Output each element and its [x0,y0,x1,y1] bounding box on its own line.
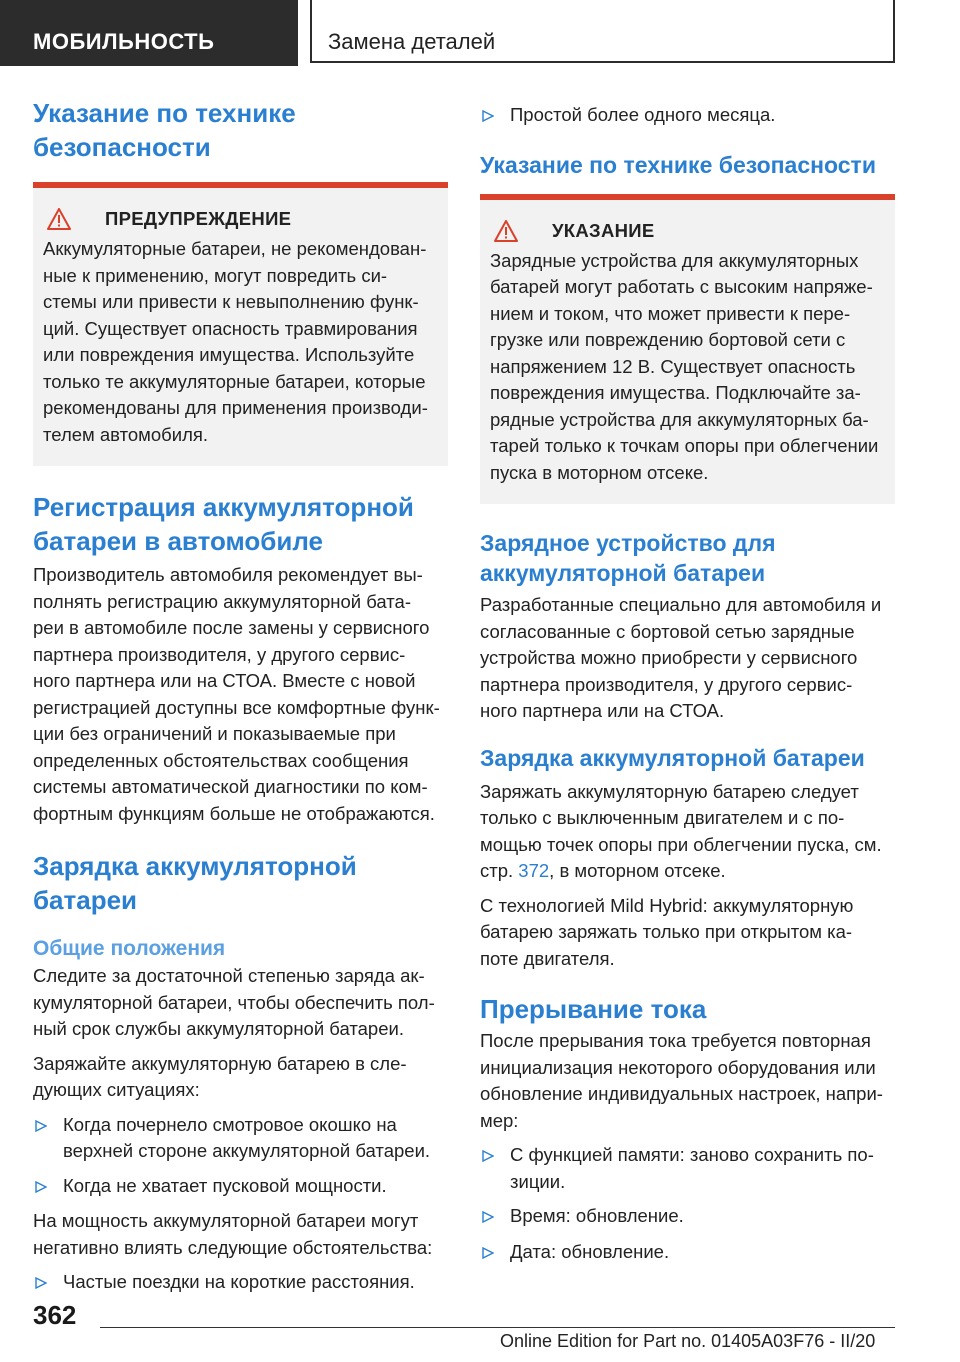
bullet-list-interrupt [480,1142,895,1266]
registration-heading: Регистрация аккумуляторной батареи в автомобиле [33,492,414,556]
charger-text: Разработанные специально для автомобиля и согласованные с бортовой сетью зарядные устройства можно приобрести у сервисного партнера производителя, у другого сервис- ного партнера или на СТОА. [480,594,882,721]
left-column [33,96,448,1297]
list-item: Дата: обновление. [480,1239,895,1267]
charging-heading-right: Зарядка аккумуляторной батареи [480,744,865,771]
bullet-list-situations [33,1112,448,1201]
page-number: 362 [33,1300,77,1330]
warning-title: ПРЕДУПРЕЖДЕНИЕ [43,208,438,230]
warning-text: Аккумуляторные батареи, не рекомендован- ные к применению, могут повредить си- стемы или привести к невыполнению функ- ций. Существует опасность травмирования или повреждения имущества. Используйте только те аккумуляторные батареи, которые рекомендованы для применения производи- телем автомобиля. [43,238,428,445]
triangle-bullet-icon [482,1247,494,1259]
safety-heading-left: Указание по технике безопасности [33,98,296,162]
general-text: Следите за достаточной степенью заряда ак- кумуляторной батареи, чтобы обеспечить пол- ный срок службы аккумуляторной батареи. [33,965,435,1039]
bullet-list-influence [33,1269,448,1297]
triangle-bullet-icon [35,1277,47,1289]
mild-hybrid-text: С технологией Mild Hybrid: аккумуляторную батарею заряжать только при открытом ка- поте двигателя. [480,894,854,969]
list-item: Когда не хватает пусковой мощности. [33,1173,448,1201]
triangle-bullet-icon [35,1120,47,1132]
triangle-bullet-icon [35,1181,47,1193]
notice-title: УКАЗАНИЕ [490,220,885,242]
charge-situations-text: Заряжайте аккумуляторную батарею в сле- дующих ситуациях: [33,1052,407,1100]
notice-text: Зарядные устройства для аккумуляторных батарей могут работать с высоким напряже- нием и током, что может привести к пере- грузке или повреждению бортовой сети с напряжением 12 В. Существует опасность повреждения имущества. Подключайте за- рядные устройства для аккумуляторных ба- тарей только к точкам опоры при облегчении пуска в моторном отсеке. [490,249,879,483]
triangle-bullet-icon [482,1211,494,1223]
interrupt-text: После прерывания тока требуется повторная инициализация некоторого оборудования или обновление индивидуальных настроек, напри- мер: [480,1030,883,1131]
warning-box [33,182,448,466]
charger-heading: Зарядное устройство для аккумуляторной батареи [480,530,776,586]
triangle-bullet-icon [482,110,494,122]
safety-heading-right: Указание по технике безопасности [480,151,876,178]
right-column [480,96,895,1266]
notice-box [480,194,895,505]
list-item: С функцией памяти: заново сохранить по- зиции. [480,1142,895,1195]
footer-divider [100,1327,895,1328]
bullet-list-top [480,102,895,130]
edition-text: Online Edition for Part no. 01405A03F76 - II/20 [500,1331,876,1351]
warning-triangle-icon [47,208,71,230]
page-header [0,0,960,66]
list-item: Частые поездки на короткие расстояния. [33,1269,448,1297]
general-heading: Общие положения [33,937,226,960]
charging-text: Заряжать аккумуляторную батарею следует только с выключенным двигателем и с по- мощью точек опоры при облегчении пуска, см. стр. 372, в моторном отсеке. [480,780,882,881]
influence-text: На мощность аккумуляторной батареи могут негативно влиять следующие обстоятельства: [33,1210,433,1258]
registration-text: Производитель автомобиля рекомендует вы- полнять регистрацию аккумуляторной бата- реи в автомобиле после замены у сервисного партнера производителя, у другого сервис- ного партнера или на СТОА. Вместе с новой регистрацией доступны все комфортные функ- ции без ограничений и показываемые при определенных обстоятельствах сообщения системы автоматической диагностики по ком- фортным функциям больше не отображаются. [33,564,440,824]
section-tab: МОБИЛЬНОСТЬ [0,0,298,66]
list-item: Время: обновление. [480,1203,895,1231]
page-ref-link[interactable]: 372 [518,860,550,881]
chapter-tab: Замена деталей [310,0,895,63]
warning-triangle-icon [494,220,518,242]
triangle-bullet-icon [482,1150,494,1162]
charging-heading-left: Зарядка аккумуляторной батареи [33,851,357,915]
list-item: Когда почернело смотровое окошко на верхней стороне аккумуляторной батареи. [33,1112,448,1165]
list-item: Простой более одного месяца. [480,102,895,130]
interrupt-heading: Прерывание тока [480,994,707,1024]
